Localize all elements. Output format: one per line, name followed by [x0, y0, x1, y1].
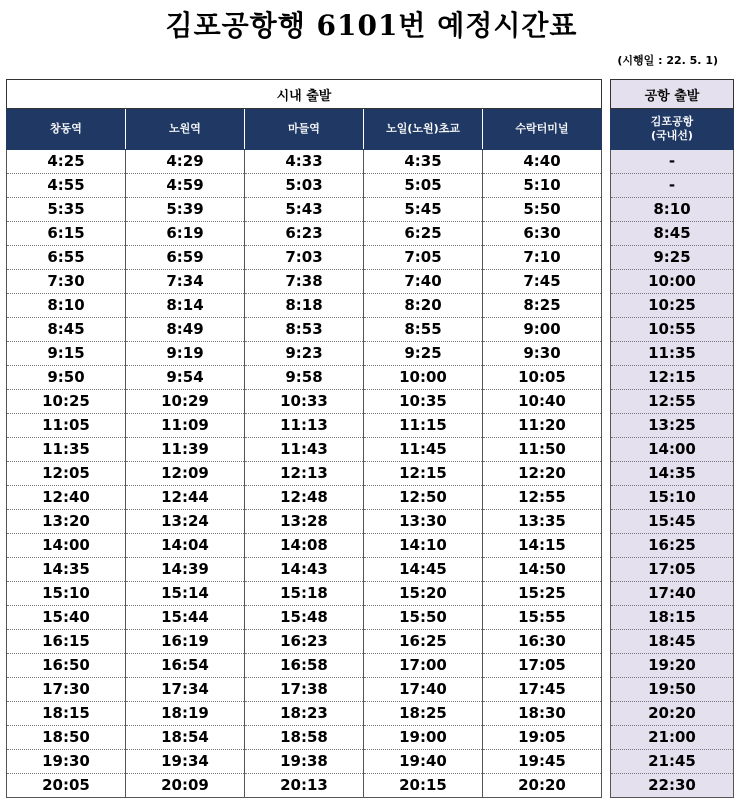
- airport-time-cell: 18:15: [611, 606, 734, 630]
- time-cell: 11:20: [483, 414, 602, 438]
- time-cell: 11:13: [245, 414, 364, 438]
- time-cell: 11:39: [126, 438, 245, 462]
- city-departure-group-header: 시내 출발: [7, 80, 602, 109]
- time-cell: 4:59: [126, 174, 245, 198]
- time-cell: 6:55: [7, 246, 126, 270]
- time-cell: 10:35: [364, 390, 483, 414]
- airport-time-cell: 8:45: [611, 222, 734, 246]
- table-row: [7, 654, 602, 678]
- time-cell: 9:50: [7, 366, 126, 390]
- table-row: [7, 726, 602, 750]
- column-header-gimpo-airport: [611, 109, 734, 150]
- table-row: [7, 294, 602, 318]
- table-row: [611, 270, 734, 294]
- table-row: [611, 774, 734, 798]
- airport-time-cell: -: [611, 150, 734, 174]
- table-row: [7, 366, 602, 390]
- airport-time-cell: -: [611, 174, 734, 198]
- time-cell: 4:40: [483, 150, 602, 174]
- table-row: [7, 774, 602, 798]
- time-cell: 5:03: [245, 174, 364, 198]
- time-cell: 7:34: [126, 270, 245, 294]
- time-cell: 14:08: [245, 534, 364, 558]
- airport-time-cell: 15:45: [611, 510, 734, 534]
- time-cell: 5:45: [364, 198, 483, 222]
- time-cell: 12:55: [483, 486, 602, 510]
- time-cell: 10:40: [483, 390, 602, 414]
- time-cell: 11:43: [245, 438, 364, 462]
- time-cell: 8:45: [7, 318, 126, 342]
- time-cell: 8:10: [7, 294, 126, 318]
- airport-time-cell: 12:15: [611, 366, 734, 390]
- time-cell: 8:49: [126, 318, 245, 342]
- time-cell: 7:03: [245, 246, 364, 270]
- table-row: [7, 246, 602, 270]
- table-row: [611, 318, 734, 342]
- time-cell: 4:25: [7, 150, 126, 174]
- table-row: [611, 750, 734, 774]
- time-cell: 13:35: [483, 510, 602, 534]
- table-row: [611, 390, 734, 414]
- time-cell: 9:00: [483, 318, 602, 342]
- airport-time-cell: 12:55: [611, 390, 734, 414]
- time-cell: 10:33: [245, 390, 364, 414]
- time-cell: 15:40: [7, 606, 126, 630]
- time-cell: 7:45: [483, 270, 602, 294]
- time-cell: 5:43: [245, 198, 364, 222]
- column-header-changdong: 창동역: [7, 109, 126, 150]
- time-cell: 20:13: [245, 774, 364, 798]
- table-row: [611, 414, 734, 438]
- time-cell: 15:25: [483, 582, 602, 606]
- time-cell: 7:10: [483, 246, 602, 270]
- time-cell: 11:35: [7, 438, 126, 462]
- time-cell: 18:50: [7, 726, 126, 750]
- time-cell: 6:15: [7, 222, 126, 246]
- table-row: [7, 606, 602, 630]
- time-cell: 19:40: [364, 750, 483, 774]
- time-cell: 20:09: [126, 774, 245, 798]
- column-header-noil-school: 노일(노원)초교: [364, 109, 483, 150]
- time-cell: 7:38: [245, 270, 364, 294]
- time-cell: 11:09: [126, 414, 245, 438]
- time-cell: 9:54: [126, 366, 245, 390]
- time-cell: 14:04: [126, 534, 245, 558]
- time-cell: 8:53: [245, 318, 364, 342]
- table-row: [7, 198, 602, 222]
- time-cell: 17:40: [364, 678, 483, 702]
- column-header-gimpo-line2: (국내선): [651, 129, 693, 142]
- time-cell: 18:30: [483, 702, 602, 726]
- airport-time-cell: 10:25: [611, 294, 734, 318]
- time-cell: 6:23: [245, 222, 364, 246]
- time-cell: 15:20: [364, 582, 483, 606]
- time-cell: 12:13: [245, 462, 364, 486]
- time-cell: 18:54: [126, 726, 245, 750]
- table-row: [611, 486, 734, 510]
- time-cell: 4:55: [7, 174, 126, 198]
- table-row: [611, 510, 734, 534]
- time-cell: 10:05: [483, 366, 602, 390]
- time-cell: 9:23: [245, 342, 364, 366]
- time-cell: 18:23: [245, 702, 364, 726]
- airport-time-cell: 21:00: [611, 726, 734, 750]
- table-row: [611, 150, 734, 174]
- time-cell: 15:10: [7, 582, 126, 606]
- time-cell: 5:50: [483, 198, 602, 222]
- table-row: [7, 534, 602, 558]
- column-header-gimpo-line1: 김포공항: [650, 115, 694, 128]
- time-cell: 13:24: [126, 510, 245, 534]
- column-header-madeul: 마들역: [245, 109, 364, 150]
- time-cell: 16:15: [7, 630, 126, 654]
- time-cell: 8:14: [126, 294, 245, 318]
- time-cell: 15:14: [126, 582, 245, 606]
- table-row: [611, 438, 734, 462]
- table-row: [7, 390, 602, 414]
- table-row: [611, 366, 734, 390]
- time-cell: 4:35: [364, 150, 483, 174]
- time-cell: 19:30: [7, 750, 126, 774]
- airport-time-cell: 19:20: [611, 654, 734, 678]
- time-cell: 10:25: [7, 390, 126, 414]
- table-row: [611, 654, 734, 678]
- time-cell: 18:15: [7, 702, 126, 726]
- time-cell: 18:25: [364, 702, 483, 726]
- time-cell: 11:45: [364, 438, 483, 462]
- airport-time-cell: 19:50: [611, 678, 734, 702]
- column-header-nowon: 노원역: [126, 109, 245, 150]
- time-cell: 8:18: [245, 294, 364, 318]
- time-cell: 13:20: [7, 510, 126, 534]
- airport-time-cell: 20:20: [611, 702, 734, 726]
- time-cell: 13:28: [245, 510, 364, 534]
- effective-date: (시행일 : 22. 5. 1): [617, 54, 718, 67]
- time-cell: 15:48: [245, 606, 364, 630]
- table-row: [611, 606, 734, 630]
- time-cell: 8:55: [364, 318, 483, 342]
- time-cell: 14:15: [483, 534, 602, 558]
- table-row: [7, 678, 602, 702]
- table-row: [7, 342, 602, 366]
- time-cell: 8:20: [364, 294, 483, 318]
- time-cell: 15:50: [364, 606, 483, 630]
- time-cell: 7:30: [7, 270, 126, 294]
- time-cell: 4:29: [126, 150, 245, 174]
- time-cell: 12:48: [245, 486, 364, 510]
- airport-time-cell: 10:00: [611, 270, 734, 294]
- table-row: [7, 558, 602, 582]
- time-cell: 18:58: [245, 726, 364, 750]
- time-cell: 6:30: [483, 222, 602, 246]
- table-row: [7, 150, 602, 174]
- time-cell: 9:30: [483, 342, 602, 366]
- city-departure-table: [6, 79, 602, 798]
- airport-time-cell: 14:35: [611, 462, 734, 486]
- time-cell: 8:25: [483, 294, 602, 318]
- airport-departure-group-header: 공항 출발: [611, 80, 734, 109]
- time-cell: 16:25: [364, 630, 483, 654]
- time-cell: 12:20: [483, 462, 602, 486]
- time-cell: 17:05: [483, 654, 602, 678]
- airport-time-cell: 18:45: [611, 630, 734, 654]
- time-cell: 14:39: [126, 558, 245, 582]
- time-cell: 19:45: [483, 750, 602, 774]
- time-cell: 9:58: [245, 366, 364, 390]
- time-cell: 19:05: [483, 726, 602, 750]
- time-cell: 16:54: [126, 654, 245, 678]
- time-cell: 12:50: [364, 486, 483, 510]
- time-cell: 16:50: [7, 654, 126, 678]
- table-row: [611, 678, 734, 702]
- airport-time-cell: 21:45: [611, 750, 734, 774]
- table-row: [611, 534, 734, 558]
- time-cell: 19:38: [245, 750, 364, 774]
- time-cell: 17:30: [7, 678, 126, 702]
- table-row: [7, 486, 602, 510]
- time-cell: 12:44: [126, 486, 245, 510]
- time-cell: 17:45: [483, 678, 602, 702]
- time-cell: 12:40: [7, 486, 126, 510]
- table-row: [611, 582, 734, 606]
- airport-time-cell: 16:25: [611, 534, 734, 558]
- time-cell: 16:23: [245, 630, 364, 654]
- time-cell: 9:25: [364, 342, 483, 366]
- time-cell: 7:05: [364, 246, 483, 270]
- table-row: [611, 558, 734, 582]
- time-cell: 20:15: [364, 774, 483, 798]
- time-cell: 18:19: [126, 702, 245, 726]
- time-cell: 12:05: [7, 462, 126, 486]
- table-row: [7, 510, 602, 534]
- table-row: [611, 726, 734, 750]
- table-row: [611, 294, 734, 318]
- airport-time-cell: 17:05: [611, 558, 734, 582]
- time-cell: 9:15: [7, 342, 126, 366]
- table-row: [7, 438, 602, 462]
- time-cell: 19:34: [126, 750, 245, 774]
- airport-time-cell: 13:25: [611, 414, 734, 438]
- time-cell: 14:50: [483, 558, 602, 582]
- time-cell: 6:59: [126, 246, 245, 270]
- airport-departure-table: [610, 79, 734, 798]
- time-cell: 5:10: [483, 174, 602, 198]
- time-cell: 6:25: [364, 222, 483, 246]
- table-row: [7, 222, 602, 246]
- time-cell: 20:05: [7, 774, 126, 798]
- time-cell: 14:35: [7, 558, 126, 582]
- table-row: [7, 318, 602, 342]
- airport-time-cell: 11:35: [611, 342, 734, 366]
- time-cell: 16:19: [126, 630, 245, 654]
- time-cell: 5:05: [364, 174, 483, 198]
- time-cell: 15:18: [245, 582, 364, 606]
- time-cell: 16:30: [483, 630, 602, 654]
- table-row: [7, 582, 602, 606]
- time-cell: 19:00: [364, 726, 483, 750]
- time-cell: 15:44: [126, 606, 245, 630]
- table-row: [7, 270, 602, 294]
- time-cell: 5:39: [126, 198, 245, 222]
- time-cell: 11:15: [364, 414, 483, 438]
- airport-time-cell: 8:10: [611, 198, 734, 222]
- airport-time-cell: 10:55: [611, 318, 734, 342]
- time-cell: 5:35: [7, 198, 126, 222]
- airport-time-cell: 9:25: [611, 246, 734, 270]
- table-row: [7, 414, 602, 438]
- time-cell: 13:30: [364, 510, 483, 534]
- table-row: [7, 750, 602, 774]
- time-cell: 17:38: [245, 678, 364, 702]
- table-row: [611, 702, 734, 726]
- airport-time-cell: 22:30: [611, 774, 734, 798]
- time-cell: 10:29: [126, 390, 245, 414]
- time-cell: 14:10: [364, 534, 483, 558]
- airport-time-cell: 17:40: [611, 582, 734, 606]
- time-cell: 14:43: [245, 558, 364, 582]
- time-cell: 17:00: [364, 654, 483, 678]
- time-cell: 9:19: [126, 342, 245, 366]
- table-row: [7, 462, 602, 486]
- time-cell: 20:20: [483, 774, 602, 798]
- time-cell: 11:05: [7, 414, 126, 438]
- time-cell: 12:15: [364, 462, 483, 486]
- table-row: [7, 630, 602, 654]
- airport-time-cell: 15:10: [611, 486, 734, 510]
- table-row: [7, 174, 602, 198]
- airport-time-cell: 14:00: [611, 438, 734, 462]
- table-row: [611, 462, 734, 486]
- time-cell: 15:55: [483, 606, 602, 630]
- table-row: [611, 342, 734, 366]
- time-cell: 7:40: [364, 270, 483, 294]
- time-cell: 10:00: [364, 366, 483, 390]
- table-row: [611, 246, 734, 270]
- table-row: [611, 630, 734, 654]
- column-header-surak-terminal: 수락터미널: [483, 109, 602, 150]
- table-row: [611, 198, 734, 222]
- time-cell: 11:50: [483, 438, 602, 462]
- table-row: [7, 702, 602, 726]
- time-cell: 14:45: [364, 558, 483, 582]
- table-row: [611, 174, 734, 198]
- time-cell: 4:33: [245, 150, 364, 174]
- time-cell: 16:58: [245, 654, 364, 678]
- table-row: [611, 222, 734, 246]
- time-cell: 12:09: [126, 462, 245, 486]
- time-cell: 6:19: [126, 222, 245, 246]
- time-cell: 14:00: [7, 534, 126, 558]
- time-cell: 17:34: [126, 678, 245, 702]
- page-title: 김포공항행 6101번 예정시간표: [165, 9, 578, 42]
